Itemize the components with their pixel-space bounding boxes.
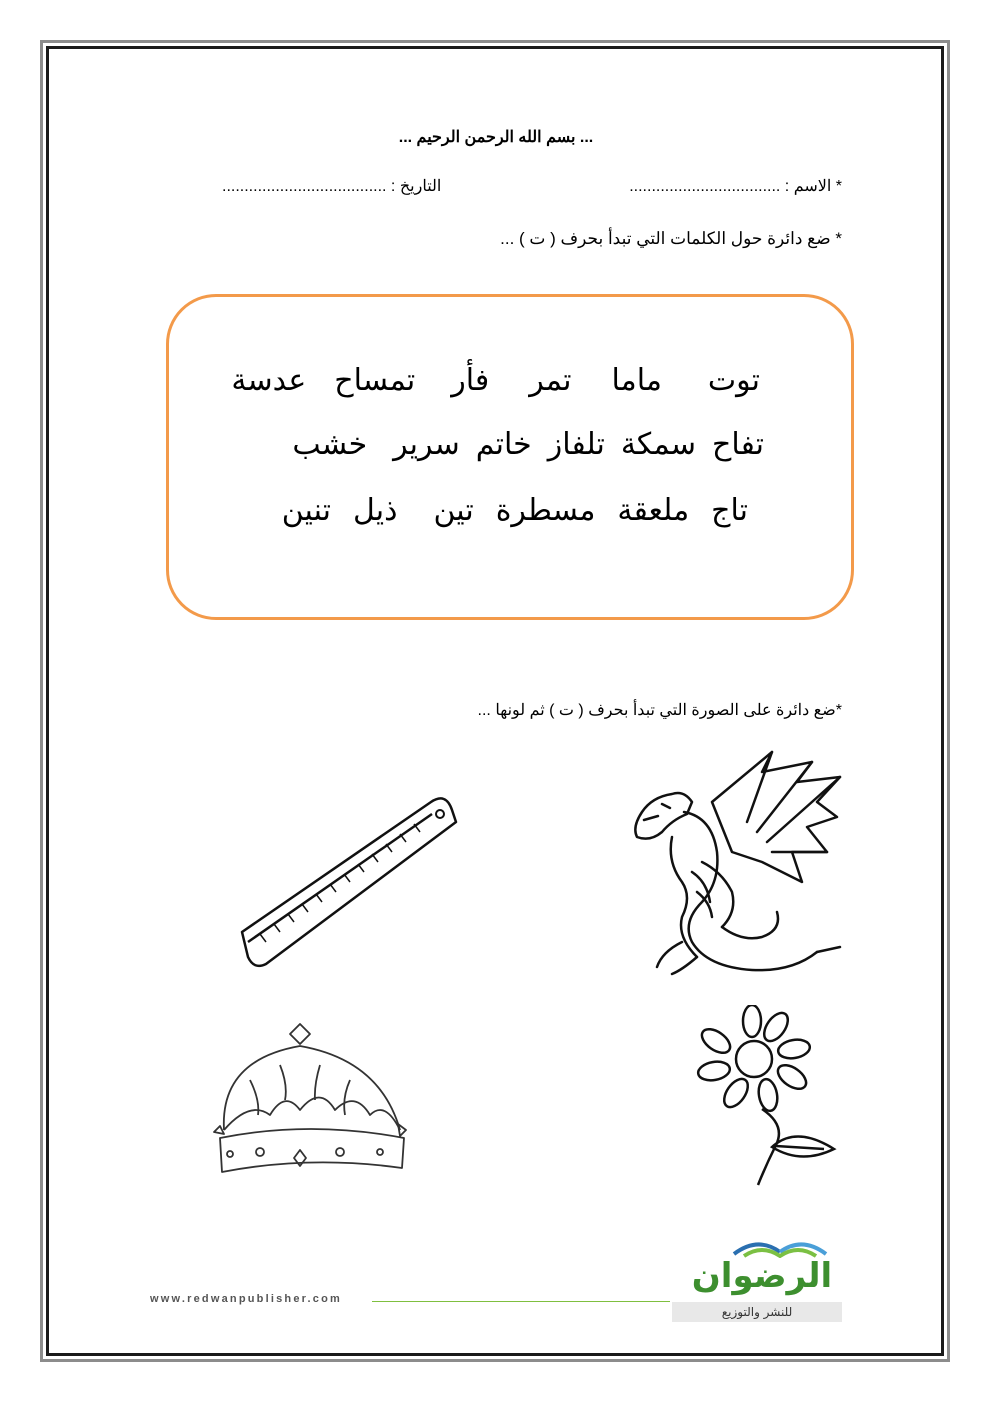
word[interactable]: سرير bbox=[393, 427, 460, 462]
flower-picture[interactable] bbox=[696, 1005, 838, 1187]
pictures-instruction: *ضع دائرة على الصورة التي تبدأ بحرف ( ت ) ثم لونها ... bbox=[477, 702, 842, 719]
words-row-3 bbox=[282, 493, 748, 528]
word[interactable]: ملعقة bbox=[617, 493, 690, 528]
student-info-line bbox=[222, 176, 842, 196]
words-row-1 bbox=[231, 363, 760, 398]
word[interactable]: عدسة bbox=[231, 363, 307, 398]
word[interactable]: خاتم bbox=[475, 427, 532, 462]
word[interactable]: مسطرة bbox=[495, 493, 596, 528]
publisher-url[interactable]: www.redwanpublisher.com bbox=[150, 1293, 342, 1305]
word[interactable]: فأر bbox=[451, 363, 490, 398]
words-instruction: * ضع دائرة حول الكلمات التي تبدأ بحرف ( ت ) ... bbox=[500, 229, 842, 248]
word[interactable]: تفاح bbox=[711, 427, 764, 462]
basmala-heading: ... بسم الله الرحمن الرحيم ... bbox=[398, 129, 594, 146]
crown-picture[interactable] bbox=[210, 1020, 410, 1180]
dragon-picture[interactable] bbox=[622, 742, 844, 978]
word[interactable]: تاج bbox=[711, 493, 748, 528]
word[interactable]: تنين bbox=[281, 493, 331, 528]
publisher-logo-title: الرضوان bbox=[691, 1256, 833, 1296]
date-field[interactable]: التاريخ : ..................................... bbox=[222, 178, 442, 195]
word[interactable]: تين bbox=[433, 493, 474, 528]
footer-divider bbox=[372, 1301, 670, 1302]
words-row-2 bbox=[292, 427, 764, 462]
publisher-logo-subtitle: للنشر والتوزيع bbox=[672, 1302, 842, 1322]
word[interactable]: ذيل bbox=[353, 493, 398, 528]
word[interactable]: ماما bbox=[611, 363, 662, 398]
name-field[interactable]: * الاسم : .................................. bbox=[629, 178, 842, 195]
ruler-picture[interactable] bbox=[236, 792, 458, 970]
book-logo-icon bbox=[730, 1234, 830, 1258]
word[interactable]: تمساح bbox=[334, 363, 416, 398]
word[interactable]: سمكة bbox=[620, 427, 696, 462]
word[interactable]: خشب bbox=[292, 427, 368, 462]
word[interactable]: تلفاز bbox=[547, 427, 605, 462]
word[interactable]: تمر bbox=[529, 363, 572, 398]
word[interactable]: توت bbox=[707, 363, 760, 398]
